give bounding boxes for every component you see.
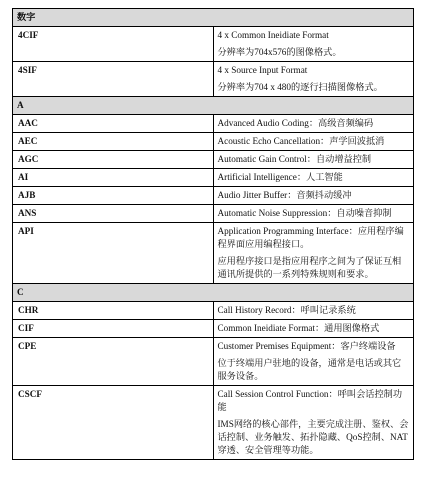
term-cell: AGC (13, 151, 214, 169)
definition-cell (213, 187, 414, 205)
definition-cell (213, 115, 414, 133)
glossary-row (13, 169, 414, 187)
definition-cell (213, 320, 414, 338)
term-cell: 4SIF (13, 62, 214, 97)
definition-cell (213, 386, 414, 460)
definition-text: 4 x Common Ineidiate Format (217, 30, 329, 40)
definition-cell (213, 169, 414, 187)
glossary-body (13, 9, 414, 460)
term-cell: CIF (13, 320, 214, 338)
definition-text: Advanced Audio Coding：高级音频编码 (217, 118, 374, 128)
glossary-row (13, 115, 414, 133)
glossary-row (13, 223, 414, 284)
definition-text: IMS网络的核心部件，主要完成注册、鉴权、会话控制、业务触发、拓扑隐藏、QoS控制、NAT穿透、安全管理等功能。 (217, 419, 409, 455)
glossary-row (13, 338, 414, 386)
definition-text: Automatic Noise Suppression：自动噪音抑制 (217, 208, 392, 218)
definition-cell (213, 223, 414, 284)
term-cell: API (13, 223, 214, 284)
glossary-row (13, 133, 414, 151)
definition-text: 位于终端用户驻地的设备，通常是电话或其它服务设备。 (217, 358, 402, 381)
term-cell: AI (13, 169, 214, 187)
definition-cell (213, 205, 414, 223)
glossary-row (13, 187, 414, 205)
definition-cell (213, 151, 414, 169)
term-cell: AAC (13, 115, 214, 133)
definition-text: 4 x Source Input Format (217, 65, 308, 75)
glossary-row (13, 62, 414, 97)
glossary-row (13, 386, 414, 460)
definition-cell (213, 62, 414, 97)
definition-text: Call Session Control Function：呼叫会话控制功能 (217, 389, 403, 412)
definition-cell (213, 27, 414, 62)
term-cell: CPE (13, 338, 214, 386)
definition-text: 分辨率为704 x 480的逐行扫描图像格式。 (217, 82, 383, 92)
section-header-row (13, 284, 414, 302)
definition-text: Common Ineidiate Format：通用图像格式 (217, 323, 380, 333)
glossary-row (13, 27, 414, 62)
definition-text: Customer Premises Equipment：客户终端设备 (217, 341, 396, 351)
glossary-table (12, 8, 414, 460)
term-cell: 4CIF (13, 27, 214, 62)
term-cell: AEC (13, 133, 214, 151)
definition-text: Application Programming Interface：应用程序编程界面应用编程接口。 (217, 226, 404, 249)
definition-text: 分辨率为704x576的图像格式。 (217, 47, 342, 57)
term-cell: CHR (13, 302, 214, 320)
glossary-row (13, 302, 414, 320)
definition-text: Audio Jitter Buffer：音频抖动缓冲 (217, 190, 352, 200)
definition-cell (213, 338, 414, 386)
term-cell: ANS (13, 205, 214, 223)
section-header-row (13, 97, 414, 115)
definition-text: Acoustic Echo Cancellation：声学回波抵消 (217, 136, 385, 146)
glossary-row (13, 205, 414, 223)
section-label: C (13, 284, 414, 302)
definition-text: Automatic Gain Control：自动增益控制 (217, 154, 372, 164)
definition-text: Artificial Intelligence：人工智能 (217, 172, 343, 182)
term-cell: CSCF (13, 386, 214, 460)
definition-text: Call History Record：呼叫记录系统 (217, 305, 356, 315)
definition-cell (213, 133, 414, 151)
section-header-row (13, 9, 414, 27)
definition-text: 应用程序接口是指应用程序之间为了保证互相通讯所提供的一系列特殊规则和要求。 (217, 256, 402, 279)
section-label: 数字 (13, 9, 414, 27)
glossary-row (13, 151, 414, 169)
section-label: A (13, 97, 414, 115)
glossary-row (13, 320, 414, 338)
definition-cell (213, 302, 414, 320)
term-cell: AJB (13, 187, 214, 205)
